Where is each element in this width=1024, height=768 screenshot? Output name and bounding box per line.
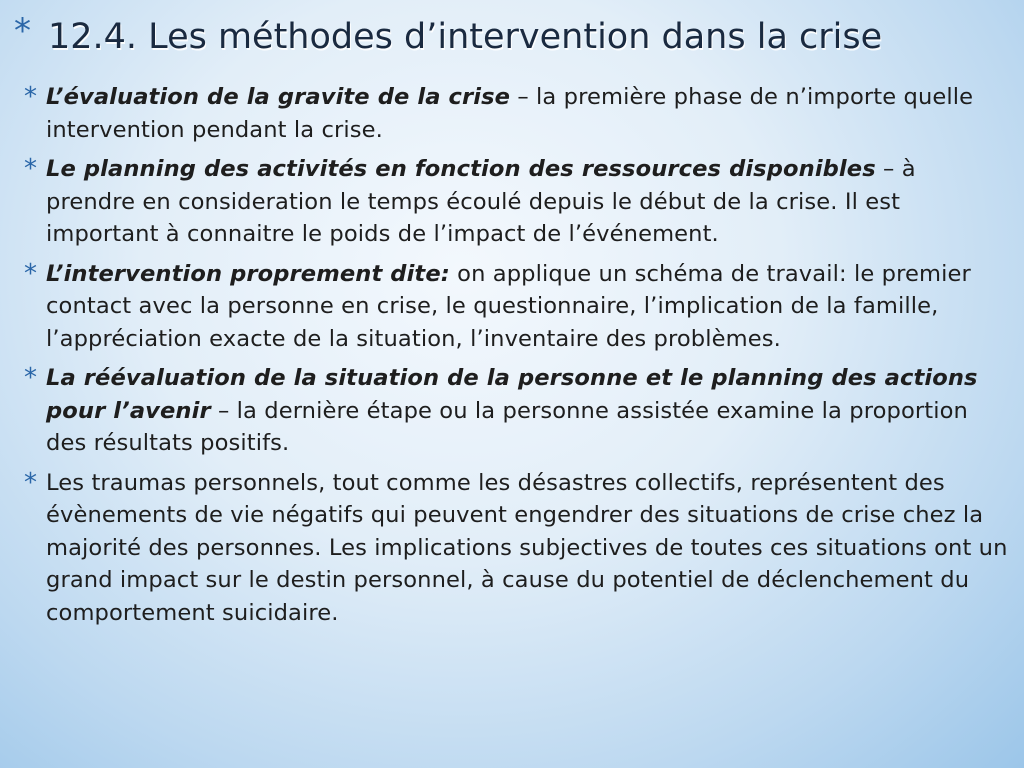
asterisk-icon: *	[14, 11, 31, 51]
bullet-item	[22, 258, 1012, 356]
bullet-emphasis: La réévaluation de la situation de la personne et le planning des actions pour l’avenir	[46, 365, 978, 424]
bullet-text: – à prendre en consideration le temps écoulé depuis le début de la crise. Il est important à connaitre le poids de l’impact de l’événement.	[46, 156, 916, 247]
asterisk-icon: *	[24, 363, 38, 393]
bullet-text: – la première phase de n’importe quelle intervention pendant la crise.	[46, 84, 974, 143]
bullet-emphasis: L’évaluation de la gravite de la crise	[46, 84, 511, 110]
title-row	[14, 11, 1014, 70]
asterisk-icon: *	[24, 258, 38, 289]
bullet-item	[22, 362, 1012, 460]
bullet-emphasis: L’intervention proprement dite:	[46, 260, 450, 287]
bullet-text: Les traumas personnels, tout comme les désastres collectifs, représentent des évènements de vie négatifs qui peuvent engendrer des situations de crise chez la majorité des personnes. Les implications subjectives de toutes ces situations ont un grand impact sur le destin personnel, à cause du potentiel de déclenchement du comportement suicidaire.	[46, 469, 1008, 626]
bullet-text: – la dernière étape ou la personne assistée examine la proportion des résultats positifs.	[46, 397, 968, 456]
bullet-item	[22, 467, 1012, 630]
bullet-emphasis: Le planning des activités en fonction des ressources disponibles	[46, 156, 876, 182]
asterisk-icon: *	[24, 467, 38, 498]
slide-title: 12.4. Les méthodes d’intervention dans la crise	[48, 17, 883, 57]
bullet-item	[22, 81, 1012, 146]
asterisk-icon: *	[24, 82, 38, 112]
bullet-list	[22, 81, 1012, 636]
asterisk-icon: *	[24, 154, 38, 184]
bullet-text: on applique un schéma de travail: le premier contact avec la personne en crise, le questionnaire, l’implication de la famille, l’appréciation exacte de la situation, l’inventaire des problèmes.	[46, 260, 971, 352]
bullet-item	[22, 153, 1012, 251]
